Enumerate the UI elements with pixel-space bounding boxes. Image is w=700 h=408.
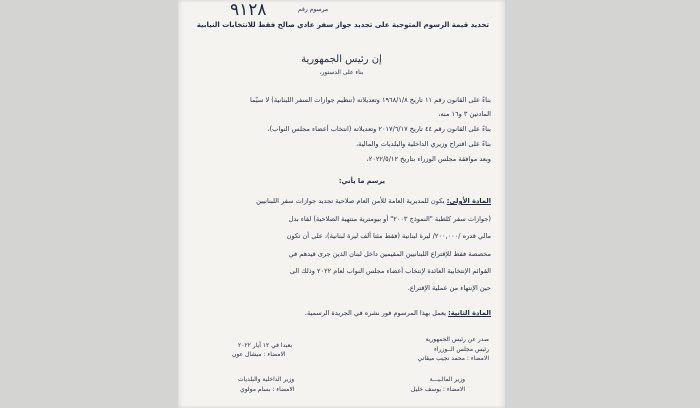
preamble-line: وبعد موافقة مجلس الوزراء بتاريخ ٢٠٢٢/٥/١٢، xyxy=(366,155,491,163)
pm-signature: الامضاء : محمد نجيب ميقاتي xyxy=(417,355,489,362)
decrees-label: يرسم ما يأتي: xyxy=(338,177,385,185)
issued-by: صدر عن رئيس الجمهورية xyxy=(425,336,489,343)
decree-number: ٩١٢٨ xyxy=(230,0,267,20)
preamble-line: بناءً على القانون رقم ٤٤ تاريخ ٢٠١٧/٦/١٧ وتعديلاته (انتخاب أعضاء مجلس النواب)، xyxy=(267,125,491,133)
pm-title: رئيس مجلس الــوزراء xyxy=(434,346,489,353)
preamble-line: بناءً على اقتراح وزيري الداخلية والبلديات والمالية، xyxy=(356,140,491,148)
article2-line xyxy=(305,310,491,317)
article1-line: مالي قدره /٢٠٠,٠٠٠/ ليرة لبنانية (فقط مئتا ألف ليرة لبنانية)، على أن تكون xyxy=(286,232,491,240)
signing-date: بعبدا في ١٢ أيار ٢٠٢٢ xyxy=(238,342,293,349)
constitution-line: بناء على الدستور، xyxy=(319,69,364,76)
article1-line: (جوازات سفر كلطبة "النموذج ٢٠٠٣" أو بيومترية منتهية الصلاحية) لقاء بدل xyxy=(288,215,491,223)
article1-line: القوائم الإنتخابية العائدة لإنتخاب أعضاء مجلس النواب لعام ٢٠٢٢ وذلك الى xyxy=(289,267,491,275)
article2-heading: المادة الثانية: xyxy=(448,309,491,317)
decree-title: تحديد قيمة الرسوم المتوجبة على تجديد جواز سفر عادي صالح فقط للانتخابات النيابية xyxy=(196,21,489,29)
finance-minister-signature: الامضاء : يوسف خليل xyxy=(411,386,465,393)
president-heading: إن رئيس الجمهورية xyxy=(301,54,382,65)
article1-line: مخصصة فقط للإقتراع اللبنانيين المقيمين داخل لبنان الذين جرى قيدهم في xyxy=(288,250,491,258)
preamble-line: المادتين ٣ و١٦ منه، xyxy=(438,110,491,118)
background-right xyxy=(505,0,700,408)
interior-minister-title: وزير الداخلية والبلديات xyxy=(238,376,295,383)
background-left xyxy=(0,0,178,408)
finance-minister-title: وزير المالـيـــة xyxy=(429,376,465,383)
decree-document xyxy=(178,0,505,408)
preamble-line: بناءً على القانون رقم ١١ تاريخ ١٩٦٨/١/٨ وتعديلاته (تنظيم جوازات السفر اللبنانية) لا سيّما xyxy=(250,96,491,104)
decree-label: مرسوم رقم xyxy=(298,6,329,13)
article1-text: يكون للمديرية العامة للأمن العام صلاحية تجديد جوازات سفر اللبنانيين xyxy=(256,197,445,205)
president-signature: الامضاء : ميشال عون xyxy=(232,351,286,358)
article1-line: حين الإنتهاء من عملية الإقتراع. xyxy=(407,284,491,292)
interior-minister-signature: الامضاء : بسام مولوي xyxy=(240,386,295,393)
article1-heading: المادة الأولى: xyxy=(446,197,491,205)
article2-text: يعمل بهذا المرسوم فور نشره في الجريدة الرسمية. xyxy=(304,309,446,317)
article1-line xyxy=(256,198,491,205)
